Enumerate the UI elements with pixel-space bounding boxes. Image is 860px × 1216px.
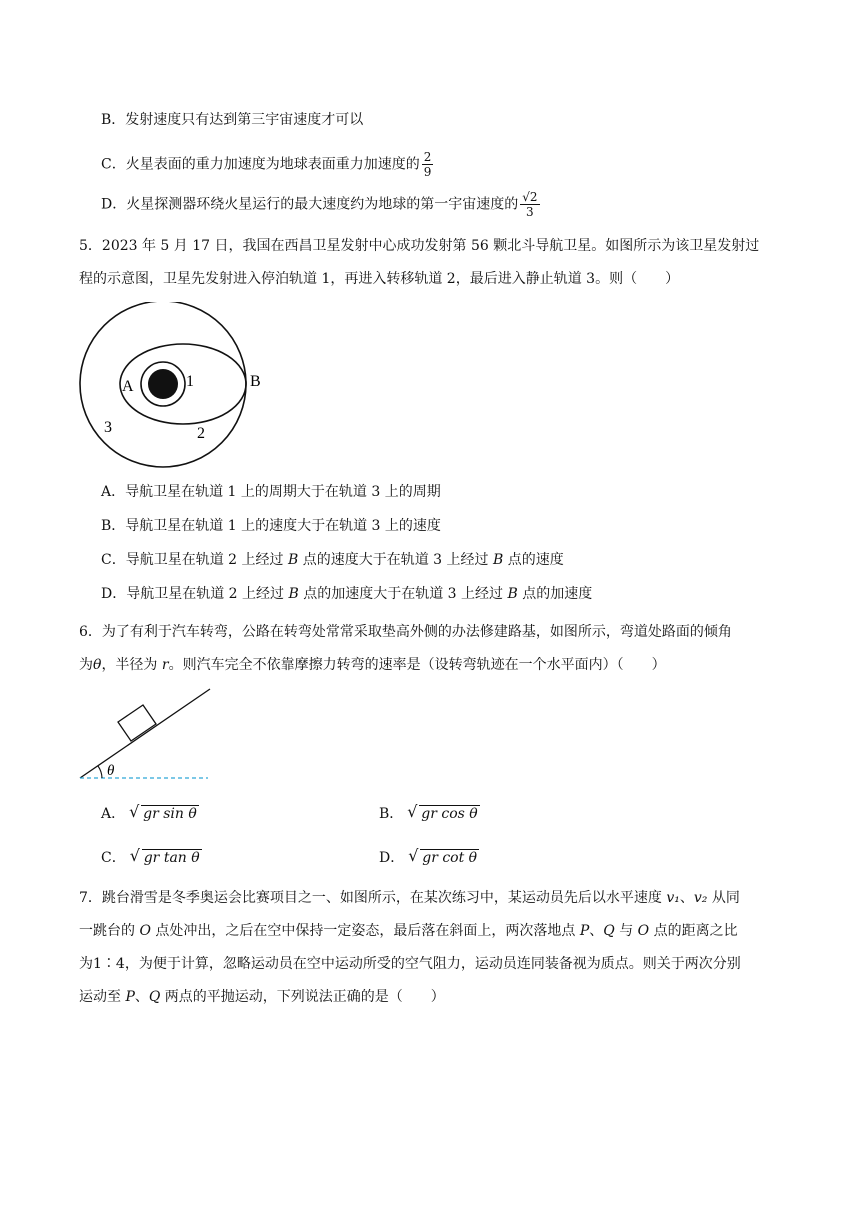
label-b: B <box>250 373 261 390</box>
q7-stem-line-2 <box>79 915 783 948</box>
banked-road-diagram <box>76 684 216 784</box>
fraction-numerator: √2 <box>522 190 538 204</box>
q5-option-c <box>101 550 564 570</box>
angle-arc <box>98 766 102 778</box>
q6-option-d-expr: gr cot θ <box>422 850 478 866</box>
q6-option-c-label: C． <box>101 850 126 866</box>
q5-option-a-text: A．导航卫星在轨道 1 上的周期大于在轨道 3 上的周期 <box>101 484 441 500</box>
q4-option-b-text: B．发射速度只有达到第三宇宙速度才可以 <box>101 112 364 128</box>
point-b: B <box>288 586 299 602</box>
orbit-2-ellipse <box>120 344 246 424</box>
q6-option-c <box>101 848 202 868</box>
q7-stem-line-3: 为1∶4，为便于计算，忽略运动员在空中运动所受的空气阻力，运动员连同装备视为质点。则关于两次分别 <box>79 956 741 972</box>
q6-stem-line-1: 6．为了有利于汽车转弯，公路在转弯处常常采取垫高外侧的办法修建路基，如图所示，弯道处路面的倾角 <box>79 624 732 640</box>
radical-sign: √ <box>408 846 419 865</box>
q7-stem-part: 7．跳台滑雪是冬季奥运会比赛项目之一、如图所示，在某次练习中，某运动员先后以水平速度 <box>79 890 667 906</box>
incline-line <box>80 689 210 778</box>
q5-option-d-mid: 点的加速度大于在轨道 3 上经过 <box>298 586 508 602</box>
q5-option-b-text: B．导航卫星在轨道 1 上的速度大于在轨道 3 上的速度 <box>101 518 441 534</box>
q7-stem-part: 与 <box>614 923 638 939</box>
q7-stem-part: 、 <box>679 890 694 906</box>
point-o: O <box>637 923 650 939</box>
q7-stem-line-1 <box>79 882 783 915</box>
radical-sign: √ <box>407 802 418 821</box>
q5-option-c-mid: 点的速度大于在轨道 3 上经过 <box>298 552 493 568</box>
q6-option-d-label: D． <box>379 850 405 866</box>
label-2: 2 <box>197 425 205 442</box>
point-b: B <box>287 552 299 568</box>
q7-stem-part: 、 <box>589 923 604 939</box>
q6-option-a-expr: gr sin θ <box>143 806 197 822</box>
q6-option-c-expr: gr tan θ <box>143 850 200 866</box>
q7-stem-part: 点处冲出，之后在空中保持一定姿态，最后落在斜面上，两次落地点 <box>150 923 580 939</box>
q6-option-b-label: B． <box>379 806 404 822</box>
point-b: B <box>507 586 518 602</box>
earth <box>148 369 178 399</box>
q6-stem-part: 。则汽车完全不依靠摩擦力转弯的速率是（设转弯轨迹在一个水平面内）（ ） <box>168 657 666 673</box>
q6-stem-part: 为 <box>79 657 93 673</box>
q7-stem-part: 从同 <box>707 890 740 906</box>
label-a: A <box>122 378 134 395</box>
q4-option-d-text: D．火星探测器环绕火星运行的最大速度约为地球的第一宇宙速度的 <box>101 196 519 213</box>
q5-option-c-pre: C．导航卫星在轨道 2 上经过 <box>101 552 288 568</box>
q6-option-d <box>379 848 479 868</box>
point-q: Q <box>603 923 615 939</box>
q6-option-b <box>379 804 480 824</box>
orbit-diagram <box>78 302 278 474</box>
point-q: Q <box>148 989 161 1005</box>
point-p: P <box>579 923 590 939</box>
q6-option-b-expr: gr cos θ <box>421 806 478 822</box>
q4-option-c <box>101 150 433 179</box>
q5-option-a <box>101 482 441 502</box>
radical-sign: √ <box>129 846 140 865</box>
q6-option-a <box>101 804 199 824</box>
v2-symbol: v₂ <box>693 890 708 906</box>
q6-option-d-sqrt <box>408 848 479 868</box>
label-3: 3 <box>104 419 112 436</box>
q4-option-d-fraction <box>520 190 539 219</box>
q6-option-c-sqrt <box>130 848 202 868</box>
q7-stem-part: 、 <box>134 989 149 1005</box>
point-o: O <box>139 923 151 939</box>
radius-symbol: r <box>161 657 169 673</box>
q6-option-a-label: A． <box>101 806 126 822</box>
q7-stem-part: 运动至 <box>79 989 126 1005</box>
q6-stem-part: ，半径为 <box>101 657 162 673</box>
q7-stem-part: 一跳台的 <box>79 923 140 939</box>
point-b: B <box>493 552 504 568</box>
q5-stem-line-2: 程的示意图，卫星先发射进入停泊轨道 1，再进入转移轨道 2，最后进入静止轨道 3。则（ ） <box>79 271 680 287</box>
q5-stem-line-1: 5．2023 年 5 月 17 日，我国在西昌卫星发射中心成功发射第 56 颗北斗导航卫星。如图所示为该卫星发射过 <box>79 238 760 254</box>
radical-sign: √ <box>129 802 140 821</box>
theta-label: θ <box>107 763 115 779</box>
q4-option-b <box>101 110 363 130</box>
q7-stem-line-4 <box>79 981 783 1014</box>
fraction-numerator: 2 <box>423 150 432 164</box>
q5-stem <box>79 230 783 296</box>
q4-option-c-fraction <box>422 150 434 179</box>
q5-option-d-post: 点的加速度 <box>517 586 593 602</box>
point-p: P <box>125 989 135 1005</box>
q4-option-d <box>101 190 540 219</box>
q6-stem <box>79 616 783 682</box>
q5-option-c-post: 点的速度 <box>503 552 564 568</box>
q6-option-b-sqrt <box>407 804 479 824</box>
fraction-denominator: 9 <box>423 165 432 179</box>
q5-option-b <box>101 516 441 536</box>
q6-stem-line-2 <box>79 649 783 682</box>
q7-stem-part: 两点的平抛运动，下列说法正确的是（ ） <box>160 989 445 1005</box>
q7-stem <box>79 882 783 1014</box>
label-1: 1 <box>186 373 194 390</box>
fraction-denominator: 3 <box>526 205 534 219</box>
q5-option-d-pre: D．导航卫星在轨道 2 上经过 <box>101 586 289 602</box>
theta-symbol: θ <box>93 657 102 673</box>
car-block <box>118 705 156 741</box>
q4-option-c-text: C．火星表面的重力加速度为地球表面重力加速度的 <box>101 156 420 173</box>
q6-option-a-sqrt <box>129 804 199 824</box>
v1-symbol: v₁ <box>666 890 680 906</box>
q5-option-d <box>101 584 592 604</box>
q7-stem-part: 点的距离之比 <box>649 923 738 939</box>
